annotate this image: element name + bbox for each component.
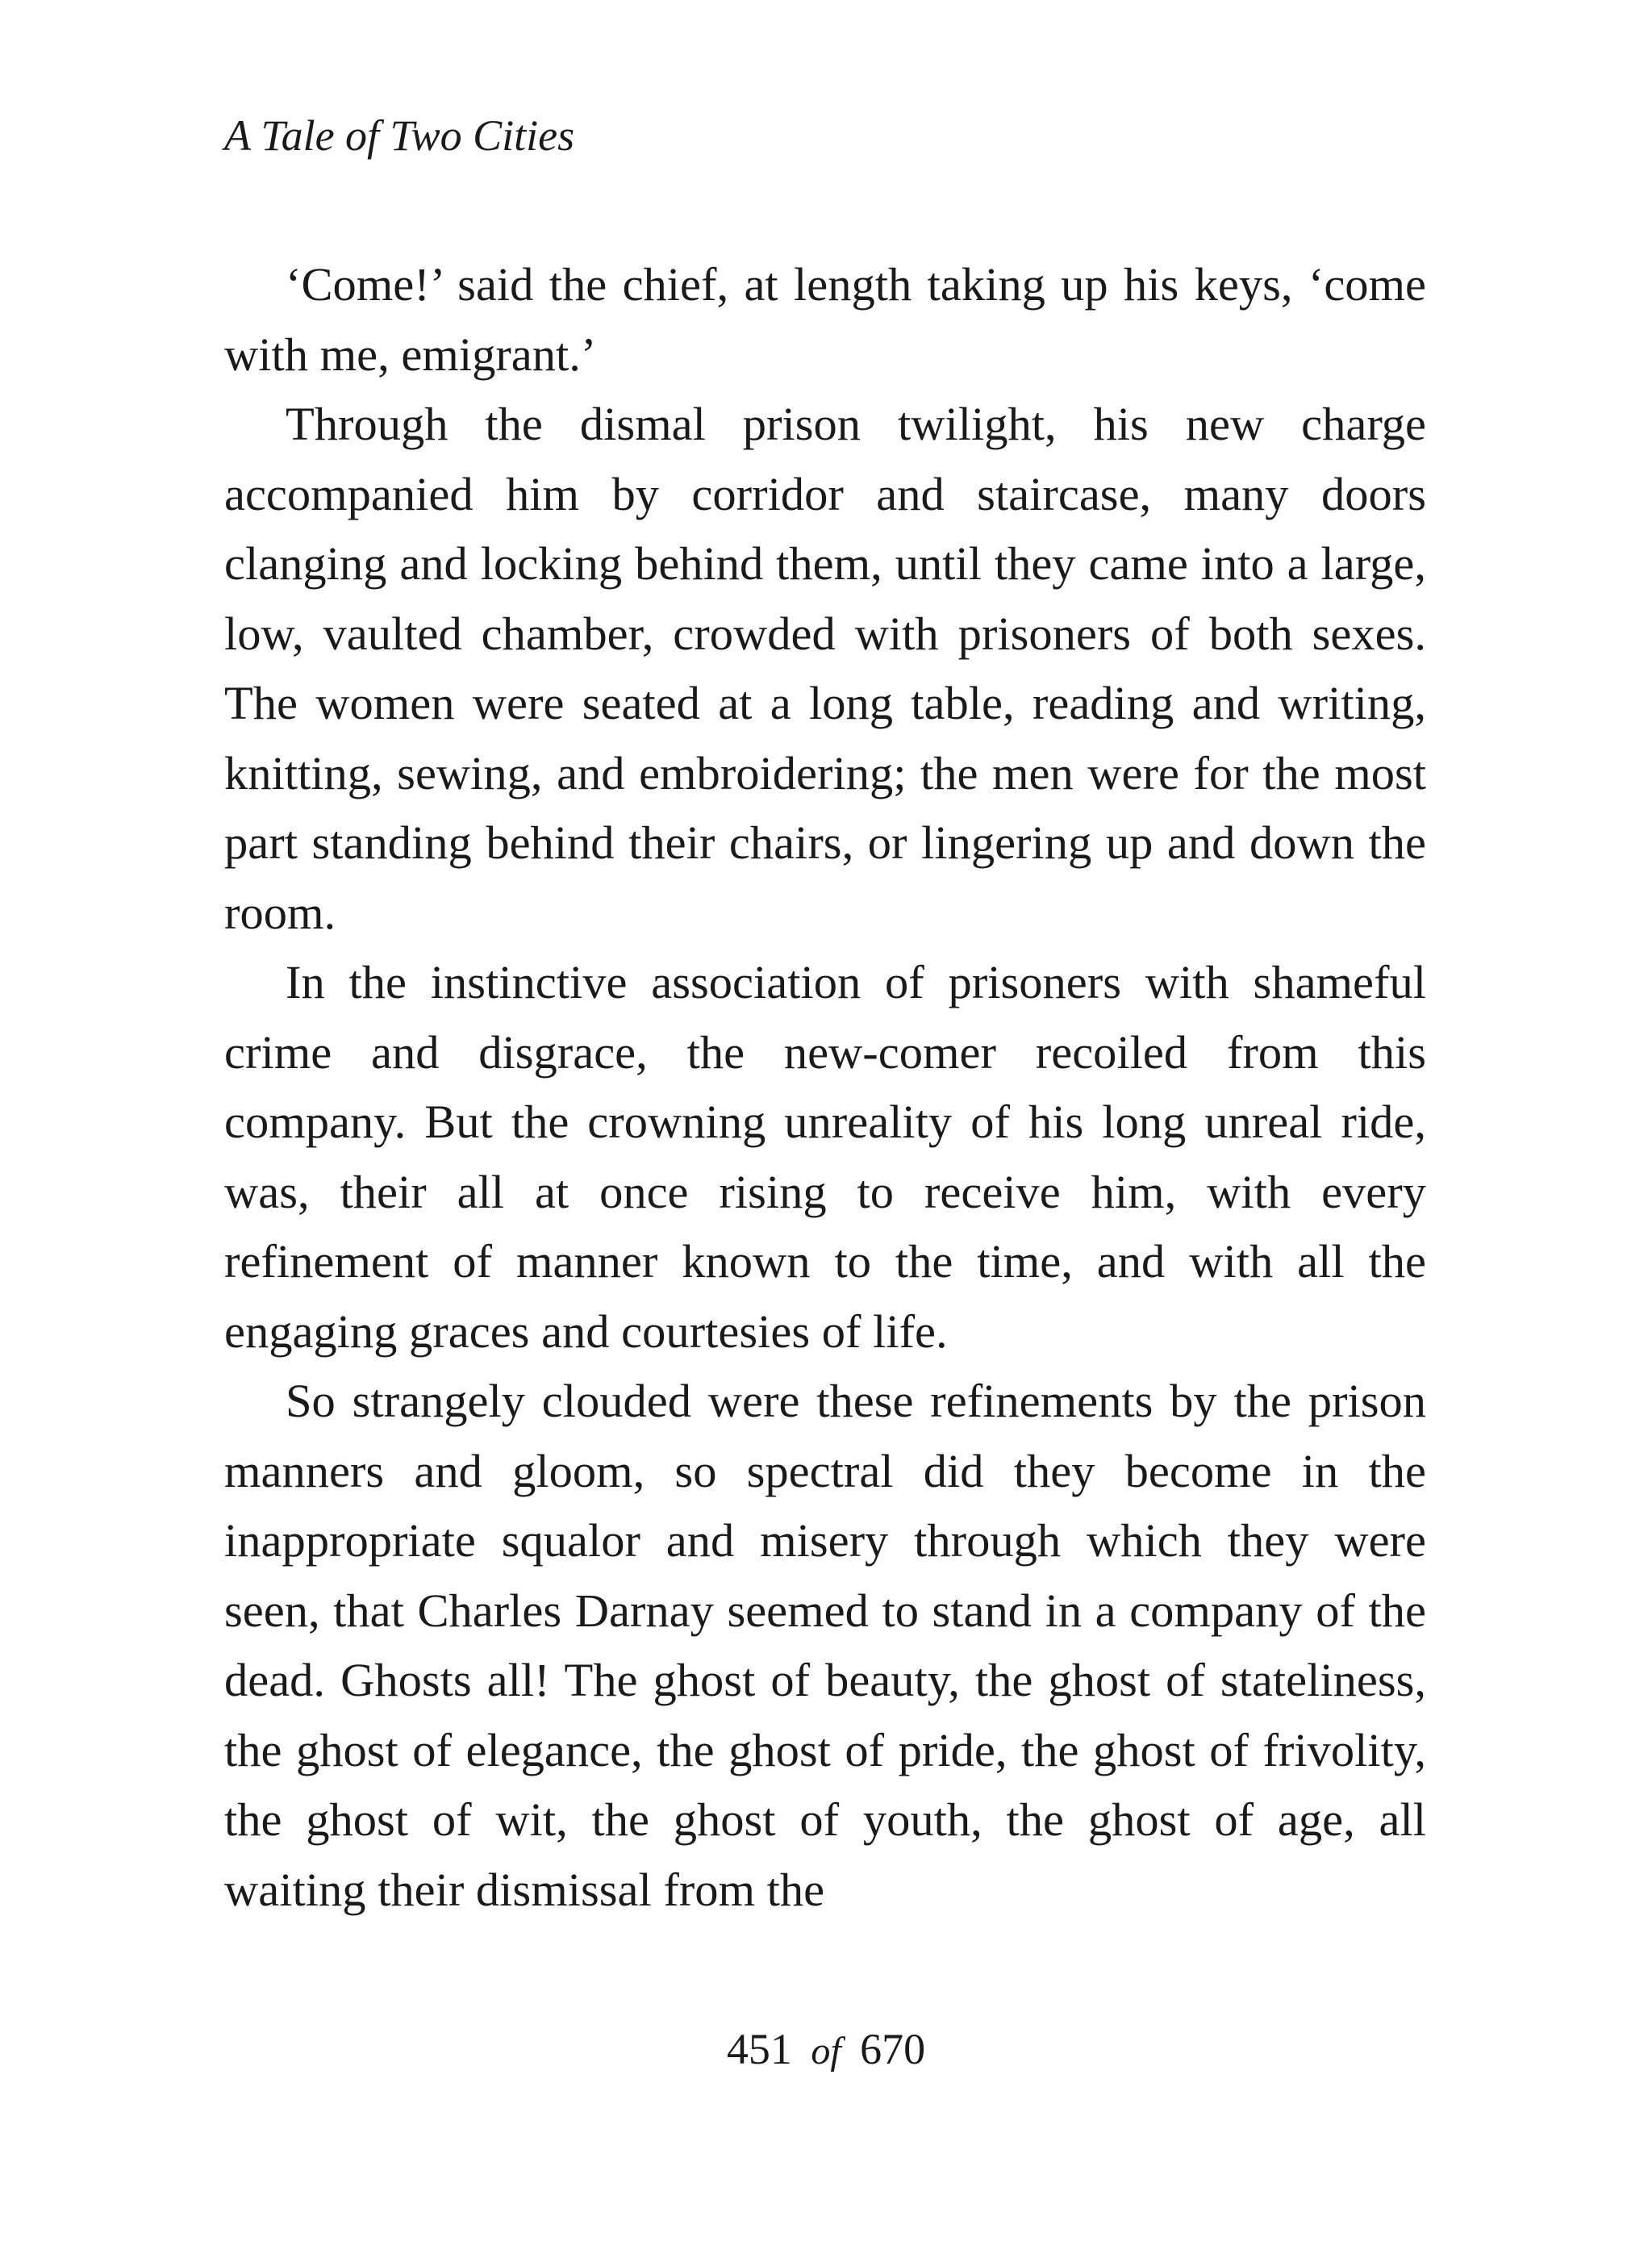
paragraph-1: ‘Come!’ said the chief, at length taking up his keys, ‘come with me, emigrant.’ xyxy=(224,258,1426,381)
current-page-number: 451 xyxy=(726,2025,792,2073)
paragraph-4: So strangely clouded were these refinements by the prison manners and gloom, so spectral did they become in the inappropriate squalor and misery through which they were seen, that Charles Darnay seemed to stand in a company of the dead. Ghosts all! The ghost of beauty, the ghost of stateliness, the ghost of elegance, the ghost of pride, the ghost of frivolity, the ghost of wit, the ghost of youth, the ghost of age, all waiting their dismissal from the xyxy=(224,1375,1426,1916)
total-page-count: 670 xyxy=(860,2025,926,2073)
page-separator: of xyxy=(811,2030,841,2072)
page-number-footer xyxy=(0,2017,1652,2084)
paragraph-2: Through the dismal prison twilight, his new charge accompanied him by corridor and staircase, many doors clanging and locking behind them, until they came into a large, low, vaulted chamber, crowded with prisoners of both sexes. The women were seated at a long table, reading and writing, knitting, sewing, and embroidering; the men were for the most part standing behind their chairs, or lingering up and down the room. xyxy=(224,398,1426,939)
page-body xyxy=(224,250,1426,1925)
paragraph-3: In the instinctive association of prisoners with shameful crime and disgrace, the new-comer recoiled from this company. But the crowning unreality of his long unreal ride, was, their all at once rising to receive him, with every refinement of manner known to the time, and with all the engaging graces and courtesies of life. xyxy=(224,956,1426,1358)
running-header-title: A Tale of Two Cities xyxy=(224,111,575,160)
